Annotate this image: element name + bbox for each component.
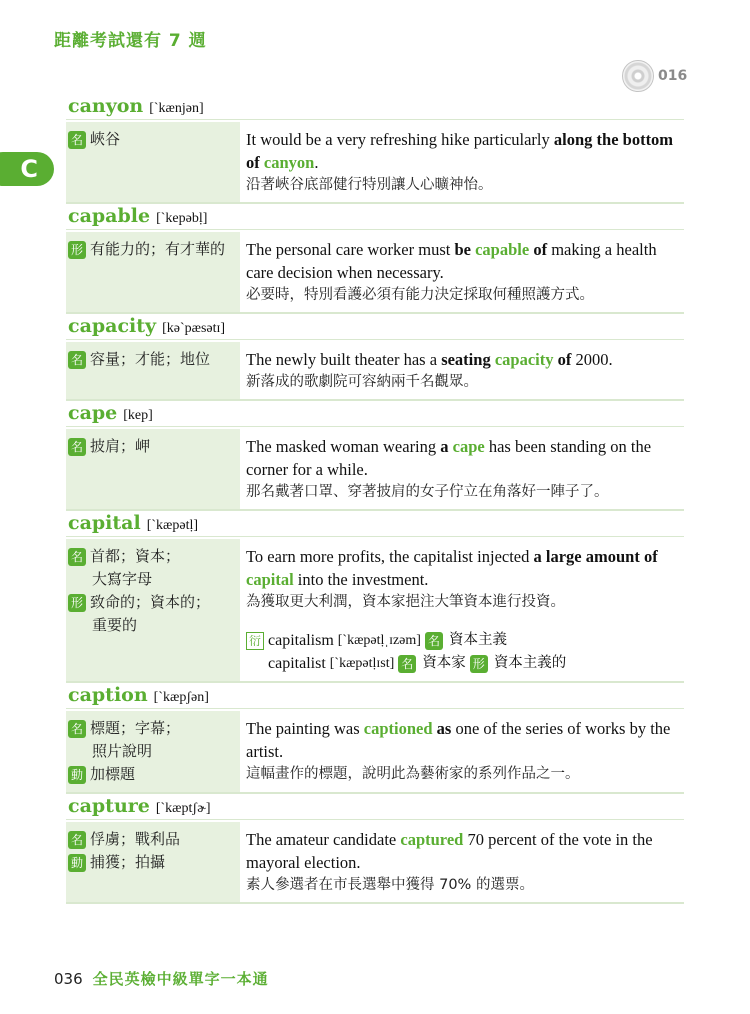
part-of-speech-badge: 名 [68, 831, 86, 849]
keyword: canyon [263, 153, 315, 172]
example-text: 2000. [571, 350, 613, 369]
keyword: captured [400, 830, 464, 849]
vocab-entry [66, 511, 684, 683]
example-chinese: 這幅畫作的標題，說明此為藝術家的系列作品之一。 [246, 766, 580, 782]
definition-line [68, 614, 238, 637]
definition-text: 有能力的；有才華的 [90, 240, 226, 258]
example-chinese: 那名戴著口罩、穿著披肩的女子佇立在角落好一陣子了。 [246, 484, 609, 500]
part-of-speech-badge: 名 [68, 720, 86, 738]
definition-text: 首都；資本； [90, 547, 181, 565]
phonetic: [ˋkepəbḷ] [156, 211, 208, 226]
entry-headword-row [66, 794, 684, 820]
collocation: be [454, 240, 471, 259]
part-of-speech-badge: 名 [68, 351, 86, 369]
derivative-word: capitalist [268, 655, 326, 672]
example-text: one of the series of works by the artist. [246, 719, 671, 761]
definitions [66, 342, 240, 399]
definition-text: 俘虜；戰利品 [90, 830, 181, 848]
collocation: a [440, 437, 449, 456]
example-english [246, 545, 680, 591]
vocab-entry [66, 204, 684, 314]
phonetic: [ˋkæpʃən] [153, 690, 209, 705]
entry-headword-row [66, 204, 684, 230]
vocab-entry [66, 401, 684, 511]
definitions [66, 822, 240, 902]
example [240, 232, 684, 312]
example-chinese: 素人參選者在市長選舉中獲得 70% 的選票。 [246, 877, 534, 893]
example-text: making a health care decision when necessary. [246, 240, 657, 282]
phonetic: [kəˋpæsətɪ] [162, 321, 226, 336]
definitions [66, 711, 240, 792]
entry-headword-row [66, 94, 684, 120]
definition-line [68, 828, 238, 851]
definition-text: 大寫字母 [92, 570, 153, 588]
page-header-title: 距離考試還有 7 週 [54, 31, 207, 51]
book-title: 全民英檢中級單字一本通 [92, 970, 269, 988]
example-text: It would be a very refreshing hike particularly [246, 130, 554, 149]
cd-disc-icon [622, 60, 654, 92]
headword: capture [68, 795, 150, 817]
keyword: capacity [494, 350, 554, 369]
page-footer [54, 968, 269, 989]
part-of-speech-badge: 名 [398, 655, 416, 673]
page-number: 036 [54, 969, 83, 988]
example [240, 122, 684, 202]
audio-track[interactable] [622, 60, 687, 92]
headword: caption [68, 684, 148, 706]
phonetic: [kep] [123, 408, 153, 423]
definition-line [68, 435, 238, 458]
definition-line [68, 763, 238, 786]
headword: capacity [68, 315, 157, 337]
collocation: of [557, 350, 572, 369]
collocation: of [533, 240, 548, 259]
example-chinese: 必要時，特別看護必須有能力決定採取何種照護方式。 [246, 287, 594, 303]
example-english [246, 435, 680, 481]
part-of-speech-badge: 名 [68, 548, 86, 566]
example-text: 70 percent of the vote in the mayoral election. [246, 830, 653, 872]
part-of-speech-badge: 形 [68, 594, 86, 612]
example [240, 429, 684, 509]
definition-line [68, 128, 238, 151]
entry-headword-row [66, 683, 684, 709]
derivatives [246, 629, 680, 675]
definitions [66, 539, 240, 681]
part-of-speech-badge: 名 [68, 438, 86, 456]
derivative-meaning: 資本家 [422, 655, 466, 671]
entry-headword-row [66, 401, 684, 427]
collocation: seating [441, 350, 491, 369]
part-of-speech-badge: 形 [68, 241, 86, 259]
definition-line [68, 238, 238, 261]
example-text: The personal care worker must [246, 240, 455, 259]
derivative-meaning: 資本主義 [448, 632, 507, 648]
entry-body [66, 232, 684, 314]
example-english [246, 348, 680, 371]
part-of-speech-badge: 形 [470, 655, 488, 673]
example-chinese: 新落成的歌劇院可容納兩千名觀眾。 [246, 374, 478, 390]
definition-line [68, 348, 238, 371]
example-text: . [314, 153, 319, 172]
definition-text: 捕獲；拍攝 [90, 853, 166, 871]
example-text: To earn more profits, the capitalist injected [246, 547, 534, 566]
definition-line [68, 851, 238, 874]
example-text: The masked woman wearing [246, 437, 441, 456]
part-of-speech-badge: 名 [425, 632, 443, 650]
definition-line [68, 717, 238, 740]
entry-body [66, 822, 684, 904]
derivative-phonetic: [ˋkæpətḷˌɪzəm] [337, 633, 421, 648]
derivative-phonetic: [ˋkæpətḷɪst] [329, 656, 395, 671]
vocab-entry [66, 794, 684, 904]
keyword: cape [452, 437, 485, 456]
example-english [246, 128, 680, 174]
example-text: The amateur candidate [246, 830, 401, 849]
definition-line [68, 591, 238, 614]
example [240, 711, 684, 792]
definition-line [68, 740, 238, 763]
entry-headword-row [66, 314, 684, 340]
definition-text: 標題；字幕； [90, 719, 181, 737]
example-english [246, 828, 680, 874]
vocabulary-list [66, 94, 684, 904]
example [240, 539, 684, 681]
example-chinese: 沿著峽谷底部健行特別讓人心曠神怡。 [246, 177, 493, 193]
vocab-entry [66, 683, 684, 794]
part-of-speech-badge: 動 [68, 766, 86, 784]
example-text: The painting was [246, 719, 364, 738]
collocation: as [436, 719, 452, 738]
definition-text: 峽谷 [90, 130, 121, 148]
example [240, 822, 684, 902]
definition-text: 披肩；岬 [90, 437, 151, 455]
example-chinese: 為獲取更大利潤，資本家挹注大筆資本進行投資。 [246, 594, 565, 610]
definition-text: 容量；才能；地位 [90, 350, 211, 368]
phonetic: [ˋkæptʃɚ] [155, 801, 211, 816]
entry-body [66, 429, 684, 511]
headword: capital [68, 512, 141, 534]
definitions [66, 429, 240, 509]
collocation: along the bottom of [246, 130, 674, 172]
keyword: captioned [363, 719, 433, 738]
derivative-meaning: 資本主義的 [493, 655, 567, 671]
part-of-speech-badge: 動 [68, 854, 86, 872]
vocab-entry [66, 314, 684, 401]
part-of-speech-badge: 名 [68, 131, 86, 149]
definition-line [68, 568, 238, 591]
derivative-line [246, 652, 680, 675]
headword: cape [68, 402, 118, 424]
definition-text: 照片說明 [92, 742, 153, 760]
headword: canyon [68, 95, 144, 117]
definition-text: 致命的；資本的； [90, 593, 211, 611]
derivative-word: capitalism [268, 632, 334, 649]
example-text: has been standing on the corner for a while. [246, 437, 652, 479]
example-english [246, 238, 680, 284]
definition-text: 重要的 [92, 616, 138, 634]
vocab-entry [66, 94, 684, 204]
entry-body [66, 539, 684, 683]
example-english [246, 717, 680, 763]
definitions [66, 122, 240, 202]
example-text: The newly built theater has a [246, 350, 442, 369]
entry-body [66, 711, 684, 794]
definition-line [68, 545, 238, 568]
definitions [66, 232, 240, 312]
entry-body [66, 342, 684, 401]
phonetic: [ˋkænjən] [149, 101, 204, 116]
letter-index-tab[interactable]: C [0, 152, 54, 186]
track-number: 016 [658, 68, 688, 84]
definition-text: 加標題 [90, 765, 136, 783]
collocation: a large amount of [533, 547, 658, 566]
example-text: into the investment. [293, 570, 429, 589]
entry-headword-row [66, 511, 684, 537]
derivative-line [246, 629, 680, 652]
example [240, 342, 684, 399]
headword: capable [68, 205, 151, 227]
entry-body [66, 122, 684, 204]
phonetic: [ˋkæpətḷ] [146, 518, 199, 533]
keyword: capable [475, 240, 530, 259]
derivative-badge: 衍 [246, 632, 264, 650]
keyword: capital [246, 570, 294, 589]
